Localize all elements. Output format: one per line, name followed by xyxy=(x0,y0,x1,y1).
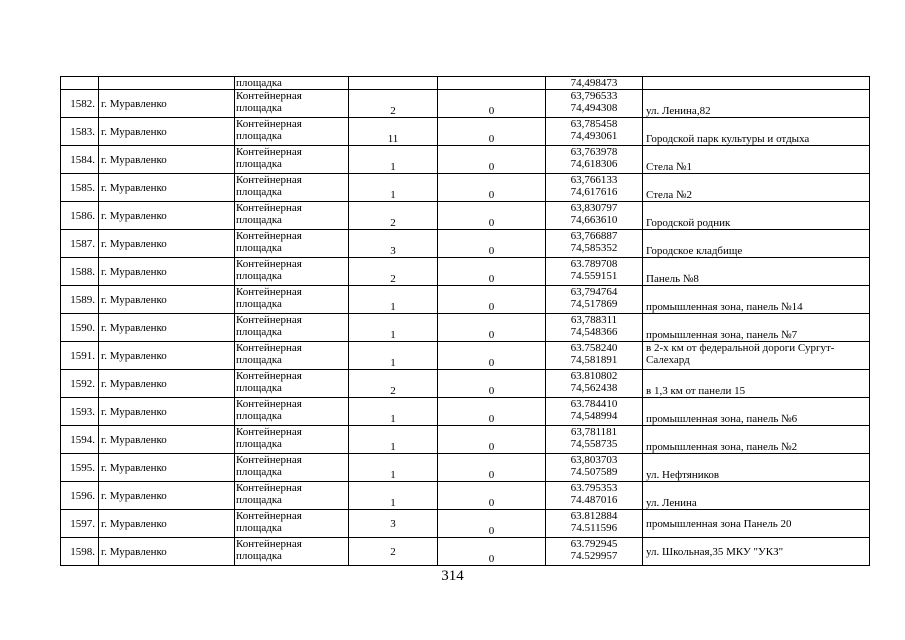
latitude: 63.810802 xyxy=(570,370,618,382)
cell-city: г. Муравленко xyxy=(99,230,235,258)
table-row xyxy=(61,510,870,538)
cell-city: г. Муравленко xyxy=(99,118,235,146)
longitude: 74,548366 xyxy=(570,326,618,338)
cell-no: 1589. xyxy=(61,286,99,314)
cell-type xyxy=(235,174,349,202)
cell-count: 2 xyxy=(349,370,438,398)
cell-city: г. Муравленко xyxy=(99,174,235,202)
cell-coordinates xyxy=(546,482,643,510)
cell-city xyxy=(99,77,235,90)
cell-address: в 2-х км от федеральной дороги Сургут-Салехард xyxy=(643,342,870,370)
cell-count: 1 xyxy=(349,342,438,370)
cell-no: 1594. xyxy=(61,426,99,454)
type-line-2: площадка xyxy=(236,214,282,226)
latitude: 63.789708 xyxy=(570,258,618,270)
cell-coordinates xyxy=(546,510,643,538)
longitude: 74.511596 xyxy=(570,522,618,534)
longitude: 74,581891 xyxy=(570,354,618,366)
cell-no: 1588. xyxy=(61,258,99,286)
longitude: 74.507589 xyxy=(570,466,618,478)
type-line-2: площадка xyxy=(236,382,282,394)
type-line-1: Контейнерная xyxy=(236,286,302,298)
cell-coordinates xyxy=(546,230,643,258)
type-line-2: площадка xyxy=(236,130,282,142)
longitude: 74,558735 xyxy=(570,438,618,450)
table-row xyxy=(61,258,870,286)
type-line-1: Контейнерная xyxy=(236,398,302,410)
cell-zero: 0 xyxy=(438,482,546,510)
cell-no: 1587. xyxy=(61,230,99,258)
type-line-2: площадка xyxy=(236,522,282,534)
cell-coordinates xyxy=(546,146,643,174)
cell-address: Стела №2 xyxy=(643,174,870,202)
type-line-1: Контейнерная xyxy=(236,202,302,214)
cell-zero: 0 xyxy=(438,118,546,146)
cell-count: 2 xyxy=(349,202,438,230)
cell-city: г. Муравленко xyxy=(99,482,235,510)
type-line-2: площадка xyxy=(236,466,282,478)
cell-type xyxy=(235,370,349,398)
cell-no: 1583. xyxy=(61,118,99,146)
cell-no xyxy=(61,77,99,90)
type-line-1: Контейнерная xyxy=(236,538,302,550)
cell-coordinates xyxy=(546,118,643,146)
table-row xyxy=(61,174,870,202)
type-line-2: площадка xyxy=(236,438,282,450)
cell-address: промышленная зона Панель 20 xyxy=(643,510,870,538)
longitude: 74,562438 xyxy=(570,382,618,394)
cell-address: Стела №1 xyxy=(643,146,870,174)
table-row xyxy=(61,454,870,482)
cell-zero: 0 xyxy=(438,90,546,118)
cell-no: 1597. xyxy=(61,510,99,538)
cell-zero: 0 xyxy=(438,426,546,454)
cell-type xyxy=(235,538,349,566)
cell-city: г. Муравленко xyxy=(99,538,235,566)
cell-no: 1593. xyxy=(61,398,99,426)
type-line-2: площадка xyxy=(236,494,282,506)
type-line-1: Контейнерная xyxy=(236,510,302,522)
cell-zero: 0 xyxy=(438,258,546,286)
table-row xyxy=(61,342,870,370)
cell-address: Городской парк культуры и отдыха xyxy=(643,118,870,146)
cell-address: Панель №8 xyxy=(643,258,870,286)
cell-type xyxy=(235,314,349,342)
cell-count: 1 xyxy=(349,174,438,202)
type-line-2: площадка xyxy=(236,158,282,170)
cell-city: г. Муравленко xyxy=(99,370,235,398)
cell-no: 1595. xyxy=(61,454,99,482)
cell-no: 1584. xyxy=(61,146,99,174)
cell-count xyxy=(349,77,438,90)
cell-address: ул. Ленина xyxy=(643,482,870,510)
cell-zero xyxy=(438,77,546,90)
cell-count: 2 xyxy=(349,90,438,118)
cell-zero: 0 xyxy=(438,202,546,230)
cell-type xyxy=(235,398,349,426)
type-line-1: Контейнерная xyxy=(236,146,302,158)
longitude: 74,618306 xyxy=(570,158,618,170)
type-line-1: Контейнерная xyxy=(236,370,302,382)
table-row-continuation xyxy=(61,77,870,90)
type-line-1: Контейнерная xyxy=(236,314,302,326)
cell-coordinates xyxy=(546,174,643,202)
type-line-2: площадка xyxy=(236,550,282,562)
table-row xyxy=(61,90,870,118)
latitude: 63,830797 xyxy=(570,202,618,214)
latitude: 63,763978 xyxy=(570,146,618,158)
type-line-2: площадка xyxy=(236,186,282,198)
latitude: 63.758240 xyxy=(570,342,618,354)
cell-count: 1 xyxy=(349,314,438,342)
type-line-1: Контейнерная xyxy=(236,426,302,438)
cell-no: 1596. xyxy=(61,482,99,510)
table-row xyxy=(61,146,870,174)
cell-city: г. Муравленко xyxy=(99,286,235,314)
cell-type: площадка xyxy=(235,77,349,90)
cell-type xyxy=(235,202,349,230)
type-line-2: площадка xyxy=(236,298,282,310)
cell-type xyxy=(235,146,349,174)
latitude: 63,796533 xyxy=(570,90,618,102)
latitude: 63,803703 xyxy=(570,454,618,466)
cell-coordinates xyxy=(546,286,643,314)
latitude: 63,781181 xyxy=(570,426,618,438)
cell-count: 1 xyxy=(349,146,438,174)
cell-type xyxy=(235,90,349,118)
cell-coordinates xyxy=(546,426,643,454)
cell-type xyxy=(235,258,349,286)
type-line-2: площадка xyxy=(236,242,282,254)
longitude: 74.529957 xyxy=(570,550,618,562)
type-line-1: Контейнерная xyxy=(236,90,302,102)
cell-zero: 0 xyxy=(438,342,546,370)
cell-type xyxy=(235,118,349,146)
latitude: 63.784410 xyxy=(570,398,618,410)
latitude: 63.812884 xyxy=(570,510,618,522)
cell-zero: 0 xyxy=(438,174,546,202)
cell-no: 1582. xyxy=(61,90,99,118)
type-line-2: площадка xyxy=(236,410,282,422)
cell-count: 3 xyxy=(349,510,438,538)
cell-zero: 0 xyxy=(438,538,546,566)
longitude: 74.487016 xyxy=(570,494,618,506)
cell-no: 1586. xyxy=(61,202,99,230)
cell-city: г. Муравленко xyxy=(99,146,235,174)
cell-coordinates xyxy=(546,90,643,118)
type-line-1: Контейнерная xyxy=(236,342,302,354)
latitude: 63,785458 xyxy=(570,118,618,130)
cell-coordinates xyxy=(546,454,643,482)
cell-count: 1 xyxy=(349,482,438,510)
table-row xyxy=(61,398,870,426)
cell-zero: 0 xyxy=(438,510,546,538)
cell-city: г. Муравленко xyxy=(99,342,235,370)
type-line-1: Контейнерная xyxy=(236,174,302,186)
cell-count: 3 xyxy=(349,230,438,258)
table-row xyxy=(61,314,870,342)
longitude: 74.559151 xyxy=(570,270,618,282)
cell-coordinates xyxy=(546,398,643,426)
page-number: 314 xyxy=(441,568,464,584)
cell-city: г. Муравленко xyxy=(99,426,235,454)
cell-city: г. Муравленко xyxy=(99,510,235,538)
cell-zero: 0 xyxy=(438,454,546,482)
cell-count: 1 xyxy=(349,398,438,426)
latitude: 63,766887 xyxy=(570,230,618,242)
cell-city: г. Муравленко xyxy=(99,202,235,230)
cell-count: 1 xyxy=(349,426,438,454)
table-row xyxy=(61,202,870,230)
cell-zero: 0 xyxy=(438,230,546,258)
cell-city: г. Муравленко xyxy=(99,90,235,118)
cell-zero: 0 xyxy=(438,146,546,174)
table-row xyxy=(61,286,870,314)
cell-coordinates xyxy=(546,258,643,286)
table-row xyxy=(61,426,870,454)
cell-address: Городской родник xyxy=(643,202,870,230)
latitude: 63.795353 xyxy=(570,482,618,494)
longitude: 74,663610 xyxy=(570,214,618,226)
table-row xyxy=(61,370,870,398)
cell-type xyxy=(235,342,349,370)
longitude: 74,494308 xyxy=(570,102,618,114)
cell-coordinates xyxy=(546,538,643,566)
cell-type xyxy=(235,230,349,258)
cell-count: 1 xyxy=(349,454,438,482)
cell-type xyxy=(235,286,349,314)
cell-coordinates xyxy=(546,314,643,342)
waste-sites-table xyxy=(60,76,870,566)
cell-no: 1591. xyxy=(61,342,99,370)
cell-zero: 0 xyxy=(438,286,546,314)
table-row xyxy=(61,230,870,258)
cell-zero: 0 xyxy=(438,370,546,398)
type-line-2: площадка xyxy=(236,270,282,282)
cell-address: ул. Школьная,35 МКУ "УКЗ" xyxy=(643,538,870,566)
cell-address: ул. Ленина,82 xyxy=(643,90,870,118)
cell-address xyxy=(643,77,870,90)
table-body xyxy=(61,77,870,566)
cell-city: г. Муравленко xyxy=(99,258,235,286)
cell-address: промышленная зона, панель №14 xyxy=(643,286,870,314)
longitude: 74,493061 xyxy=(570,130,618,142)
cell-no: 1585. xyxy=(61,174,99,202)
latitude: 63,794764 xyxy=(570,286,618,298)
type-line-1: Контейнерная xyxy=(236,118,302,130)
cell-no: 1592. xyxy=(61,370,99,398)
cell-type xyxy=(235,426,349,454)
cell-address: Городское кладбище xyxy=(643,230,870,258)
cell-zero: 0 xyxy=(438,398,546,426)
type-line-1: Контейнерная xyxy=(236,230,302,242)
table-row xyxy=(61,118,870,146)
cell-no: 1590. xyxy=(61,314,99,342)
cell-type xyxy=(235,510,349,538)
latitude: 63,766133 xyxy=(570,174,618,186)
cell-coordinates xyxy=(546,370,643,398)
longitude: 74,517869 xyxy=(570,298,618,310)
cell-address: промышленная зона, панель №7 xyxy=(643,314,870,342)
type-line-2: площадка xyxy=(236,354,282,366)
cell-count: 2 xyxy=(349,538,438,566)
cell-address: промышленная зона, панель №2 xyxy=(643,426,870,454)
longitude: 74,548994 xyxy=(570,410,618,422)
cell-city: г. Муравленко xyxy=(99,454,235,482)
type-line-1: Контейнерная xyxy=(236,258,302,270)
cell-address: в 1,3 км от панели 15 xyxy=(643,370,870,398)
cell-coordinates xyxy=(546,342,643,370)
cell-coordinates xyxy=(546,202,643,230)
cell-address: ул. Нефтяников xyxy=(643,454,870,482)
type-line-1: Контейнерная xyxy=(236,482,302,494)
cell-count: 1 xyxy=(349,286,438,314)
cell-zero: 0 xyxy=(438,314,546,342)
cell-count: 11 xyxy=(349,118,438,146)
cell-count: 2 xyxy=(349,258,438,286)
latitude: 63.792945 xyxy=(570,538,618,550)
type-line-2: площадка xyxy=(236,102,282,114)
type-line-2: площадка xyxy=(236,326,282,338)
cell-no: 1598. xyxy=(61,538,99,566)
cell-longitude: 74,498473 xyxy=(546,77,643,90)
longitude: 74,617616 xyxy=(570,186,618,198)
latitude: 63,788311 xyxy=(570,314,618,326)
type-line-1: Контейнерная xyxy=(236,454,302,466)
table-row xyxy=(61,538,870,566)
cell-city: г. Муравленко xyxy=(99,314,235,342)
longitude: 74,585352 xyxy=(570,242,618,254)
cell-type xyxy=(235,454,349,482)
cell-type xyxy=(235,482,349,510)
cell-city: г. Муравленко xyxy=(99,398,235,426)
cell-address: промышленная зона, панель №6 xyxy=(643,398,870,426)
table-row xyxy=(61,482,870,510)
